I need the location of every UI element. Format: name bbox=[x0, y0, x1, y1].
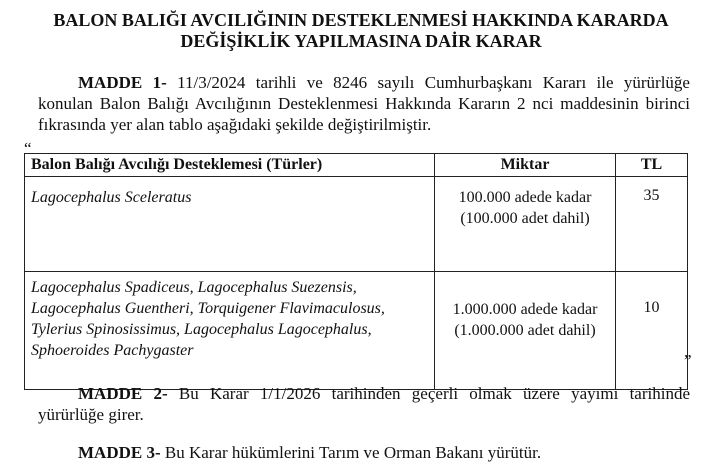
table-row bbox=[25, 272, 688, 390]
madde-3-text: Bu Karar hükümlerini Tarım ve Orman Bakanı yürütür. bbox=[160, 443, 542, 462]
header-amount: Miktar bbox=[435, 154, 616, 177]
table-header-row bbox=[25, 154, 688, 177]
close-quote: ” bbox=[684, 351, 692, 370]
amount-cell bbox=[435, 177, 616, 272]
madde-2-text-1: Bu Karar 1/1/2026 tarihinden geçerli olmak üzere yayımı tarihinde bbox=[167, 384, 690, 403]
species-name: Lagocephalus Spadiceus, Lagocephalus Suezensis, bbox=[31, 279, 357, 296]
madde-1-label: MADDE 1- bbox=[78, 73, 167, 92]
species-cell bbox=[25, 272, 435, 390]
species-name: Tylerius Spinosissimus, Lagocephalus Lagocephalus, bbox=[31, 321, 372, 338]
madde-2-line-2: yürürlüğe girer. bbox=[38, 405, 144, 424]
tl-cell: 10 bbox=[616, 272, 688, 390]
madde-2-paragraph bbox=[38, 383, 690, 425]
madde-3-label: MADDE 3- bbox=[78, 443, 161, 462]
header-species: Balon Balığı Avcılığı Desteklemesi (Türler) bbox=[25, 154, 435, 177]
amount-line: (1.000.000 adet dahil) bbox=[454, 322, 596, 339]
title-line-1: BALON BALIĞI AVCILIĞININ DESTEKLENMESİ HAKKINDA KARARDA bbox=[53, 10, 669, 30]
tl-cell: 35 bbox=[616, 177, 688, 272]
madde-1-line-2: konulan Balon Balığı Avcılığının Desteklenmesi Hakkında Kararın 2 nci maddesinin birinci bbox=[38, 94, 690, 113]
amount-cell bbox=[435, 272, 616, 390]
amount-line: 1.000.000 adede kadar bbox=[452, 301, 598, 318]
madde-3-paragraph bbox=[38, 442, 690, 463]
open-quote: “ bbox=[24, 139, 32, 158]
species-name: Lagocephalus Sceleratus bbox=[31, 189, 192, 206]
madde-2-label: MADDE 2- bbox=[78, 384, 168, 403]
amount-line: 100.000 adede kadar bbox=[458, 189, 592, 206]
madde-1-line-3: fıkrasında yer alan tablo aşağıdaki şekilde değiştirilmiştir. bbox=[38, 115, 432, 134]
amount-line: (100.000 adet dahil) bbox=[460, 210, 590, 227]
species-name: Sphoeroides Pachygaster bbox=[31, 342, 194, 359]
madde-3-line-1 bbox=[38, 442, 690, 463]
madde-1-line-1 bbox=[38, 72, 690, 93]
species-cell bbox=[25, 177, 435, 272]
species-name: Lagocephalus Guentheri, Torquigener Flavimaculosus, bbox=[31, 300, 385, 317]
madde-1-paragraph bbox=[38, 72, 690, 135]
madde-2-line-1 bbox=[38, 383, 690, 404]
title-line-2: DEĞİŞİKLİK YAPILMASINA DAİR KARAR bbox=[180, 31, 542, 51]
madde-1-text-1: 11/3/2024 tarihli ve 8246 sayılı Cumhurbaşkanı Kararı ile yürürlüğe bbox=[166, 73, 690, 92]
species-support-table bbox=[24, 153, 688, 390]
header-tl: TL bbox=[616, 154, 688, 177]
document-title bbox=[0, 10, 722, 52]
table-row bbox=[25, 177, 688, 272]
